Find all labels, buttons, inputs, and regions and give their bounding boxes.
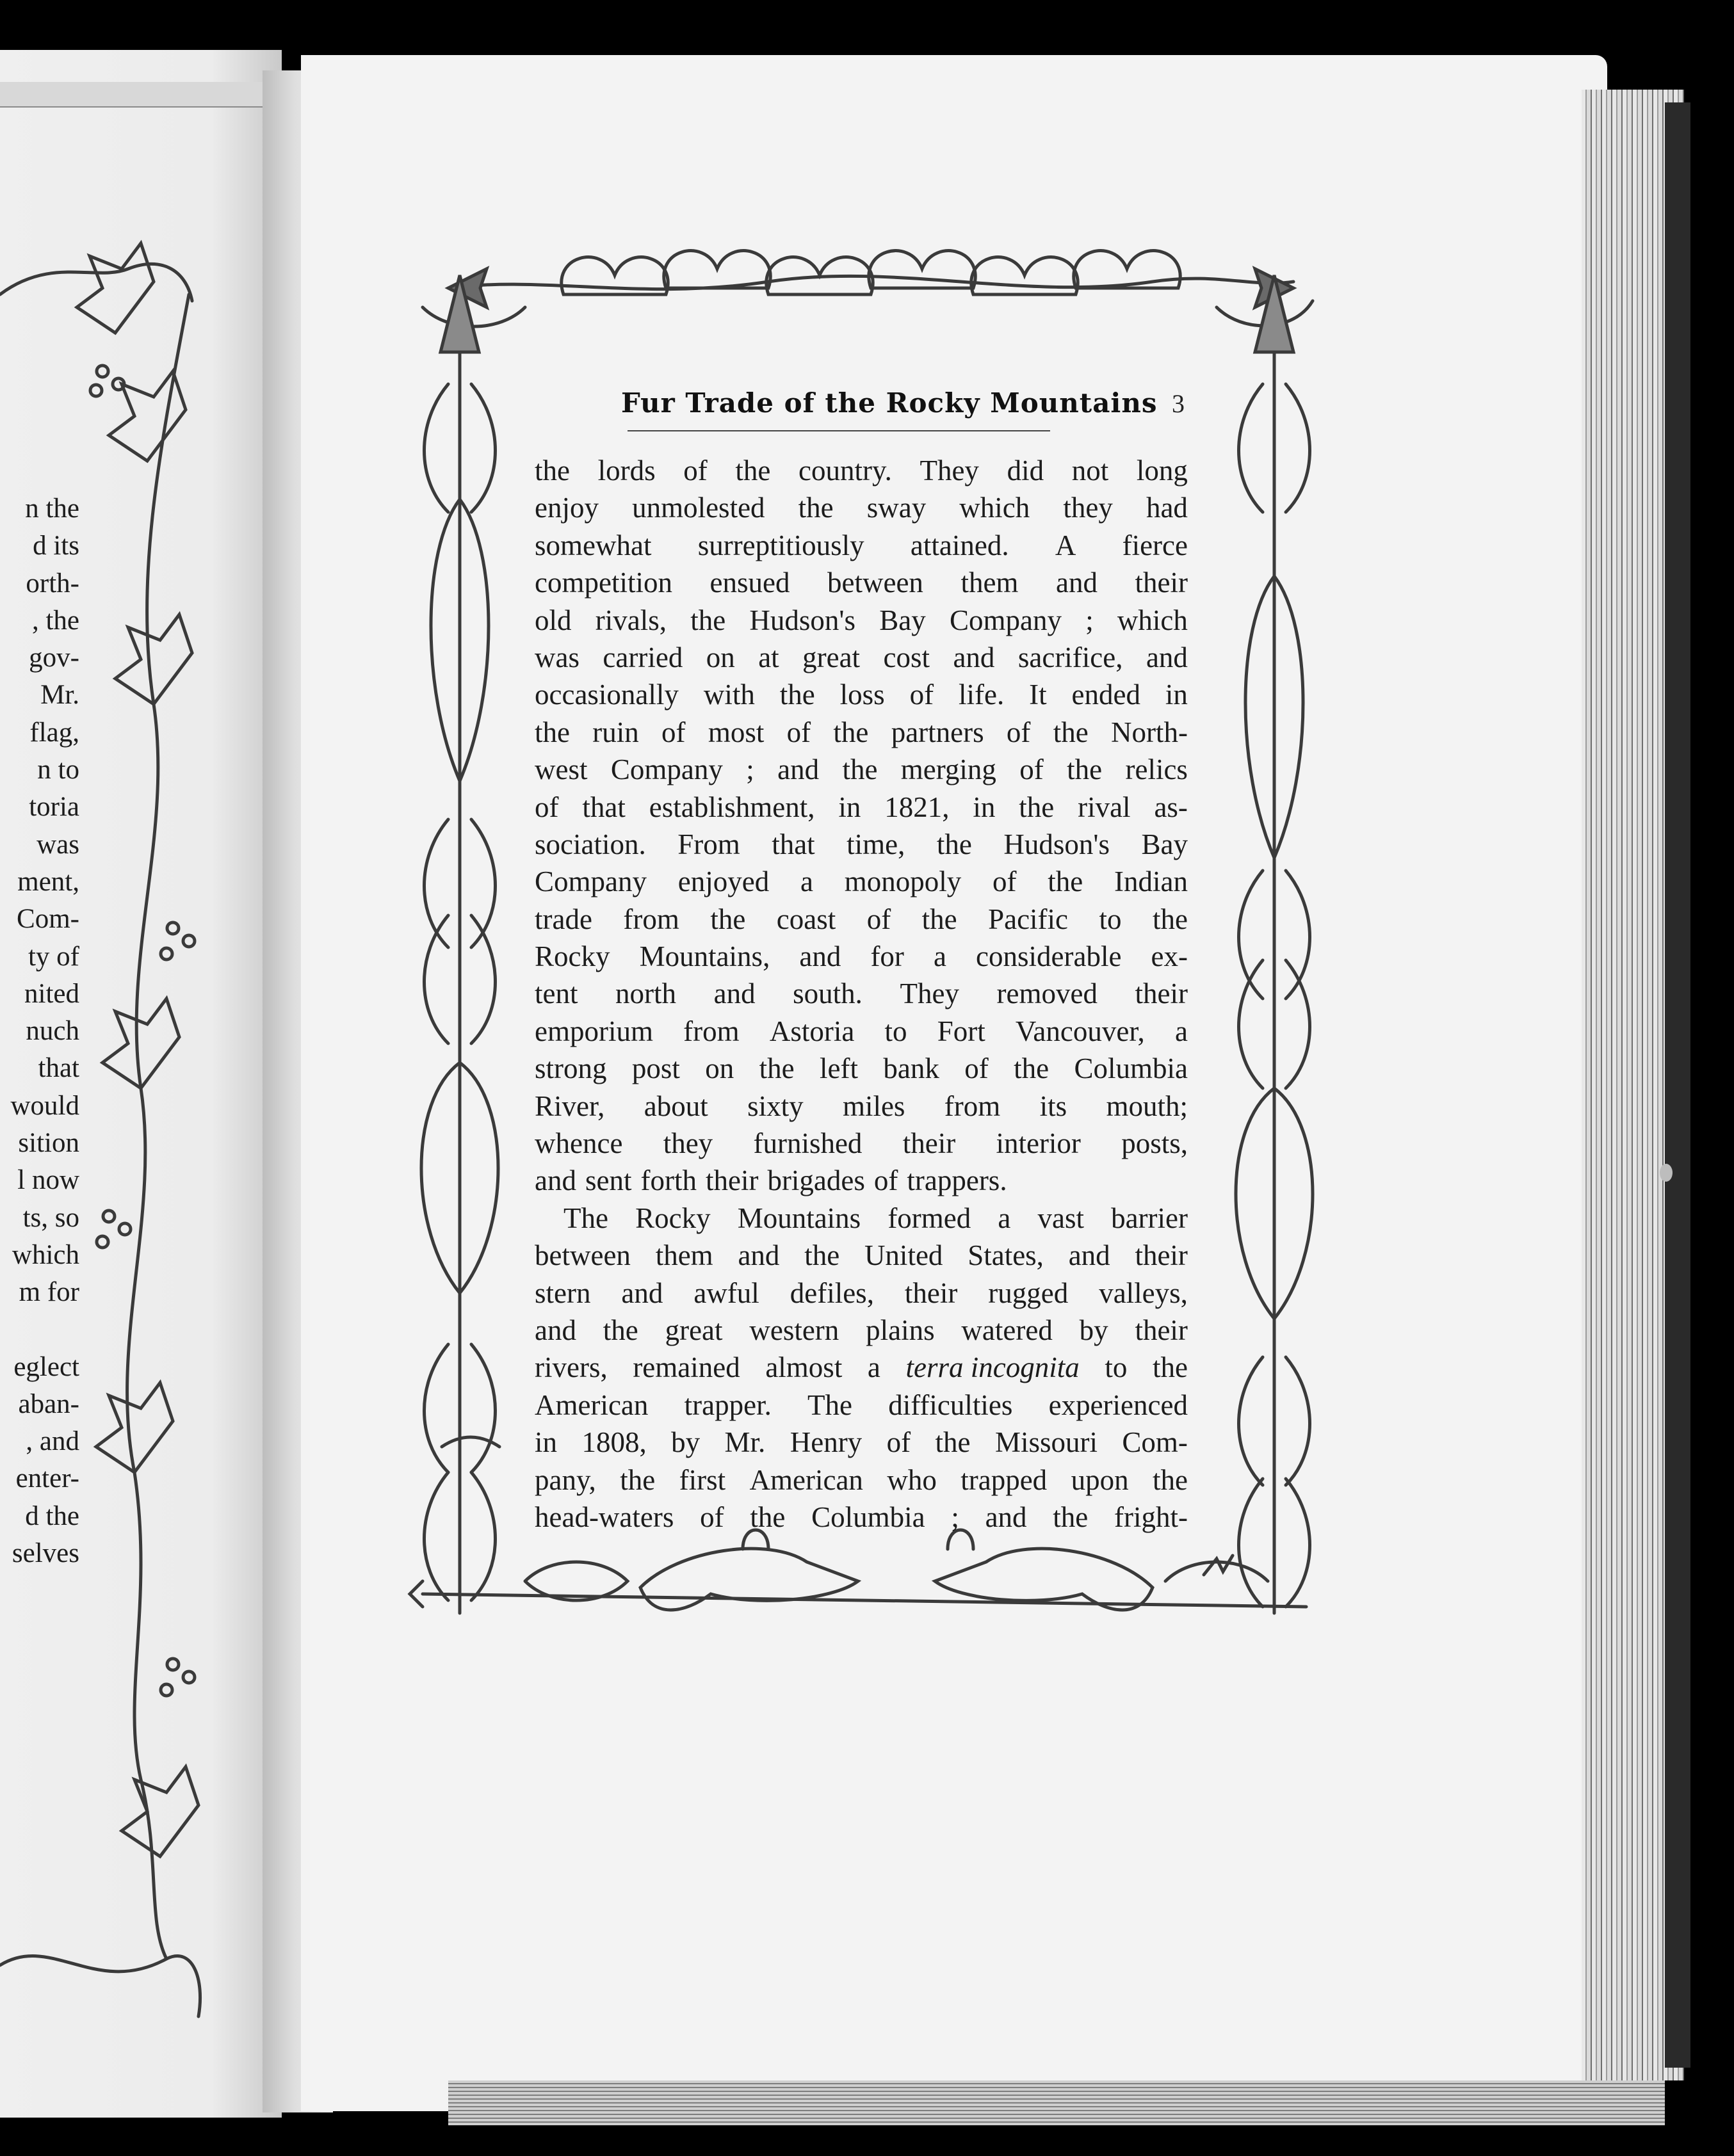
word: of <box>661 716 686 748</box>
word: American <box>749 1463 863 1496</box>
word: the <box>779 679 815 711</box>
text-line <box>535 564 1188 601</box>
left-page-line: ty of <box>28 941 79 972</box>
word: they <box>1063 492 1113 524</box>
page-number: 3 <box>1172 389 1185 418</box>
text-line <box>535 789 1188 826</box>
word: their <box>705 1164 759 1197</box>
text-line <box>535 1237 1188 1274</box>
word: Mountains, <box>639 940 770 973</box>
text-line <box>535 1200 1188 1237</box>
word: their <box>902 1127 956 1160</box>
word: trade <box>535 903 592 935</box>
word: stern <box>535 1276 591 1309</box>
text-line <box>535 826 1188 863</box>
text-line <box>535 602 1188 639</box>
word: Bay <box>879 604 926 636</box>
left-page-line: n to <box>37 755 79 785</box>
word: and <box>799 940 841 973</box>
word: rugged <box>988 1276 1069 1309</box>
word: the <box>804 1239 840 1272</box>
text-line <box>535 938 1188 975</box>
left-page-line: would <box>10 1090 79 1121</box>
word: formed <box>887 1202 971 1234</box>
word: enjoyed <box>677 865 770 898</box>
left-page-line: ment, <box>17 866 79 897</box>
word: did <box>1007 455 1044 487</box>
word: Hudson's <box>749 604 856 636</box>
word: to <box>1099 903 1122 935</box>
word: 1808, <box>581 1426 647 1459</box>
word: sacrifice, <box>1017 641 1123 673</box>
left-page-line: orth- <box>26 568 79 599</box>
word: to <box>884 1015 907 1047</box>
word: not <box>1071 455 1109 487</box>
left-page-line: flag, <box>29 717 79 748</box>
word: Indian <box>1114 865 1188 898</box>
word: north <box>615 977 677 1010</box>
word: of <box>866 903 891 935</box>
word: posts, <box>1121 1127 1188 1160</box>
word: tent <box>535 977 578 1010</box>
text-line <box>535 676 1188 713</box>
word: was <box>535 641 579 673</box>
word: whence <box>535 1127 623 1160</box>
word: and <box>1068 1239 1110 1272</box>
word: merging <box>900 753 996 786</box>
word: pany, <box>535 1463 596 1496</box>
word: trapper. <box>684 1388 772 1421</box>
text-line <box>535 489 1188 526</box>
word: western <box>749 1314 839 1346</box>
word: for <box>870 940 904 973</box>
word: somewhat <box>535 529 652 561</box>
word: vast <box>1037 1202 1084 1234</box>
word: the <box>921 903 957 935</box>
word: lords <box>597 455 656 487</box>
word: a <box>1174 1015 1188 1047</box>
text-line <box>535 1424 1188 1461</box>
left-page-line: gov- <box>29 643 79 673</box>
word: which <box>959 492 1030 524</box>
word: first <box>679 1463 726 1496</box>
word: of <box>1019 753 1044 786</box>
word: Astoria <box>769 1015 855 1047</box>
text-line <box>535 714 1188 751</box>
left-page-line: enter- <box>15 1463 79 1494</box>
word: loss <box>839 679 885 711</box>
word: country. <box>798 455 892 487</box>
word: and <box>1146 641 1188 673</box>
word: the <box>842 753 878 786</box>
word: most <box>708 716 765 748</box>
word: of <box>993 865 1017 898</box>
word: by <box>1079 1314 1108 1346</box>
word: in <box>838 791 861 823</box>
word: The <box>807 1388 853 1421</box>
word: the <box>833 716 869 748</box>
word: ; <box>951 1500 959 1533</box>
text-line <box>535 901 1188 938</box>
word: surreptitiously <box>697 529 864 561</box>
word: and <box>535 1314 576 1346</box>
word: and <box>1055 567 1098 599</box>
word: attained. <box>910 529 1009 561</box>
word: fright- <box>1114 1500 1188 1533</box>
word: the <box>1152 903 1188 935</box>
word: the <box>1014 1052 1049 1085</box>
word: great <box>665 1314 723 1346</box>
word: Fort <box>937 1015 985 1047</box>
word: their <box>1135 567 1188 599</box>
top-border-arrows-shells <box>423 251 1313 326</box>
word: forth <box>640 1164 697 1197</box>
word: enjoy <box>535 492 599 524</box>
word: bank <box>883 1052 939 1085</box>
word: monopoly <box>844 865 962 898</box>
word: with <box>703 679 755 711</box>
word: their <box>1135 1239 1188 1272</box>
word: from <box>683 1015 740 1047</box>
header-rule <box>628 430 1050 431</box>
word: coast <box>776 903 836 935</box>
word: sociation. <box>535 828 646 860</box>
word: States, <box>968 1239 1044 1272</box>
word: head-waters <box>535 1500 674 1533</box>
word: by <box>671 1426 701 1459</box>
word: a <box>867 1351 880 1384</box>
word: difficulties <box>888 1388 1013 1421</box>
word: west <box>535 753 588 786</box>
word: the <box>759 1052 795 1085</box>
text-line <box>535 1461 1188 1499</box>
word: establishment, <box>649 791 815 823</box>
left-page-line: selves <box>12 1538 79 1569</box>
word: Columbia <box>1074 1052 1188 1085</box>
word: sixty <box>747 1090 804 1122</box>
text-line <box>535 1125 1188 1162</box>
word: of <box>535 791 559 823</box>
text-line <box>535 452 1188 489</box>
text-line <box>535 751 1188 788</box>
word: a <box>933 940 946 973</box>
word: competition <box>535 567 672 599</box>
word: 1821, <box>884 791 950 823</box>
word: partners <box>891 716 984 748</box>
right-spear-column <box>1236 275 1313 1613</box>
word: the <box>1053 716 1089 748</box>
word: mouth; <box>1106 1090 1188 1122</box>
word: their <box>1135 977 1188 1010</box>
word: considerable <box>976 940 1122 973</box>
word: Missouri <box>994 1426 1098 1459</box>
word: carried <box>603 641 683 673</box>
word: south. <box>793 977 863 1010</box>
word: their <box>904 1276 958 1309</box>
word: of <box>786 716 811 748</box>
word: the <box>1067 753 1103 786</box>
word: that <box>582 791 626 823</box>
word: They <box>920 455 979 487</box>
word: rival <box>1078 791 1131 823</box>
word: the <box>690 604 726 636</box>
left-page-line: was <box>36 829 79 860</box>
word: the <box>750 1500 786 1533</box>
left-spear-column <box>421 275 499 1613</box>
word: emporium <box>535 1015 653 1047</box>
word: North- <box>1110 716 1188 748</box>
left-page-line: , the <box>31 605 79 636</box>
word: River, <box>535 1090 605 1122</box>
word: the <box>1153 1463 1188 1496</box>
word: that <box>772 828 815 860</box>
word: brigades <box>767 1164 865 1197</box>
word: United <box>864 1239 943 1272</box>
word: the <box>535 716 570 748</box>
word: of <box>683 455 708 487</box>
left-page-line: which <box>12 1239 79 1270</box>
word: ruin <box>592 716 639 748</box>
left-page-line: d its <box>33 531 79 561</box>
word: time, <box>847 828 905 860</box>
word: and <box>777 753 820 786</box>
word: of <box>886 1426 911 1459</box>
word: ex- <box>1151 940 1188 973</box>
word: Company <box>610 753 723 786</box>
word: in <box>1165 679 1188 711</box>
text-line <box>535 1275 1188 1312</box>
word: rivers, <box>535 1351 608 1384</box>
word: plains <box>866 1314 935 1346</box>
word: long <box>1136 455 1188 487</box>
word: the <box>710 903 746 935</box>
text-line <box>535 1499 1188 1536</box>
word: Henry <box>790 1426 863 1459</box>
word: sway <box>866 492 927 524</box>
word: Pacific <box>988 903 1069 935</box>
word: from <box>944 1090 1001 1122</box>
text-line <box>535 1349 1188 1386</box>
word: Columbia <box>811 1500 925 1533</box>
word: They <box>900 977 959 1010</box>
word: of <box>700 1500 724 1533</box>
word: and <box>738 1239 780 1272</box>
word: rivals, <box>595 604 667 636</box>
word: post <box>631 1052 680 1085</box>
word: ensued <box>709 567 790 599</box>
text-line <box>535 1088 1188 1125</box>
word: the <box>1152 1351 1188 1384</box>
bottom-border-pistols <box>410 1530 1306 1610</box>
word: ; <box>1085 604 1094 636</box>
left-page-line: m for <box>19 1277 79 1308</box>
word: had <box>1146 492 1188 524</box>
word: of <box>873 1164 898 1197</box>
word: experienced <box>1048 1388 1188 1421</box>
text-line <box>535 1162 1188 1199</box>
text-line <box>535 639 1188 676</box>
word: them <box>655 1239 713 1272</box>
word: strong <box>535 1052 607 1085</box>
word: trappers. <box>907 1164 1007 1197</box>
word: left <box>820 1052 858 1085</box>
word: almost <box>765 1351 843 1384</box>
word: sent <box>585 1164 632 1197</box>
text-line <box>535 1387 1188 1424</box>
left-page-line: l now <box>17 1165 79 1196</box>
left-page-line: , and <box>26 1426 79 1457</box>
text-line <box>535 527 1188 564</box>
body-text <box>535 452 1188 1536</box>
word: on <box>706 641 735 673</box>
word: From <box>677 828 740 860</box>
word: the <box>1019 791 1055 823</box>
word: the <box>620 1463 656 1496</box>
left-page-line: that <box>38 1053 79 1084</box>
word: of <box>909 679 934 711</box>
word: about <box>644 1090 708 1122</box>
text-line <box>535 975 1188 1012</box>
word: Company <box>949 604 1062 636</box>
word: valleys, <box>1099 1276 1188 1309</box>
word: of <box>964 1052 989 1085</box>
word: their <box>1135 1314 1188 1346</box>
word: the <box>798 492 834 524</box>
word: its <box>1039 1090 1067 1122</box>
word: relics <box>1125 753 1188 786</box>
word: watered <box>961 1314 1053 1346</box>
word: of <box>1006 716 1031 748</box>
left-page-line: nited <box>24 978 79 1009</box>
word: and <box>621 1276 663 1309</box>
word: barrier <box>1111 1202 1188 1234</box>
text-line <box>535 1312 1188 1349</box>
word: ; <box>746 753 754 786</box>
word: as- <box>1154 791 1188 823</box>
left-page-line: Mr. <box>40 680 79 711</box>
word: a <box>800 865 813 898</box>
left-page-line: d the <box>25 1500 79 1531</box>
word: Com- <box>1122 1426 1188 1459</box>
word: and <box>953 641 995 673</box>
word: Bay <box>1141 828 1188 860</box>
text-line <box>535 1013 1188 1050</box>
left-page-line: ts, so <box>22 1202 79 1233</box>
running-head: Fur Trade of the Rocky Mountains <box>621 387 1158 419</box>
word: a <box>998 1202 1011 1234</box>
word: Hudson's <box>1003 828 1110 860</box>
word: Mr. <box>724 1426 766 1459</box>
word: the <box>535 455 570 487</box>
word: on <box>705 1052 734 1085</box>
word: American <box>535 1388 649 1421</box>
word: interior <box>996 1127 1081 1160</box>
word: old <box>535 604 572 636</box>
left-page-line: n the <box>25 494 79 524</box>
word: unmolested <box>632 492 765 524</box>
word: great <box>802 641 861 673</box>
left-page-line: Com- <box>17 904 79 935</box>
left-page-line: aban- <box>18 1388 79 1419</box>
word: the <box>735 455 771 487</box>
word: removed <box>996 977 1098 1010</box>
word: Vancouver, <box>1015 1015 1145 1047</box>
word: terra incognita <box>905 1351 1080 1384</box>
word: the <box>935 1426 971 1459</box>
left-page-line: nuch <box>26 1016 79 1047</box>
word: The <box>563 1202 608 1234</box>
word: A <box>1055 529 1076 561</box>
word: the <box>1053 1500 1089 1533</box>
word: Rocky <box>635 1202 711 1234</box>
word: fierce <box>1122 529 1188 561</box>
word: the <box>1048 865 1083 898</box>
word: the <box>603 1314 638 1346</box>
left-page-line: sition <box>18 1128 79 1159</box>
word: between <box>535 1239 631 1272</box>
word: them <box>960 567 1019 599</box>
text-line <box>535 863 1188 900</box>
word: which <box>1117 604 1188 636</box>
word: Company <box>535 865 647 898</box>
word: in <box>973 791 996 823</box>
word: at <box>758 641 779 673</box>
word: and <box>713 977 756 1010</box>
word: It <box>1029 679 1047 711</box>
left-page-line: toria <box>29 792 79 823</box>
word: between <box>827 567 923 599</box>
word: in <box>535 1426 558 1459</box>
word: and <box>535 1164 576 1197</box>
word: awful <box>693 1276 759 1309</box>
word: Mountains <box>737 1202 861 1234</box>
word: cost <box>883 641 930 673</box>
word: ended <box>1071 679 1140 711</box>
left-page-line: eglect <box>13 1351 79 1382</box>
left-vine-border <box>0 243 200 2016</box>
word: Rocky <box>535 940 610 973</box>
word: the <box>936 828 972 860</box>
word: furnished <box>753 1127 863 1160</box>
word: and <box>985 1500 1027 1533</box>
word: life. <box>958 679 1005 711</box>
word: occasionally <box>535 679 679 711</box>
text-line <box>535 1050 1188 1087</box>
word: from <box>623 903 679 935</box>
word: upon <box>1071 1463 1129 1496</box>
word: remained <box>633 1351 740 1384</box>
word: miles <box>842 1090 905 1122</box>
word: to <box>1105 1351 1128 1384</box>
word: defiles, <box>790 1276 874 1309</box>
word: trapped <box>960 1463 1048 1496</box>
word: they <box>663 1127 713 1160</box>
page-header <box>621 387 1185 426</box>
word: who <box>887 1463 937 1496</box>
